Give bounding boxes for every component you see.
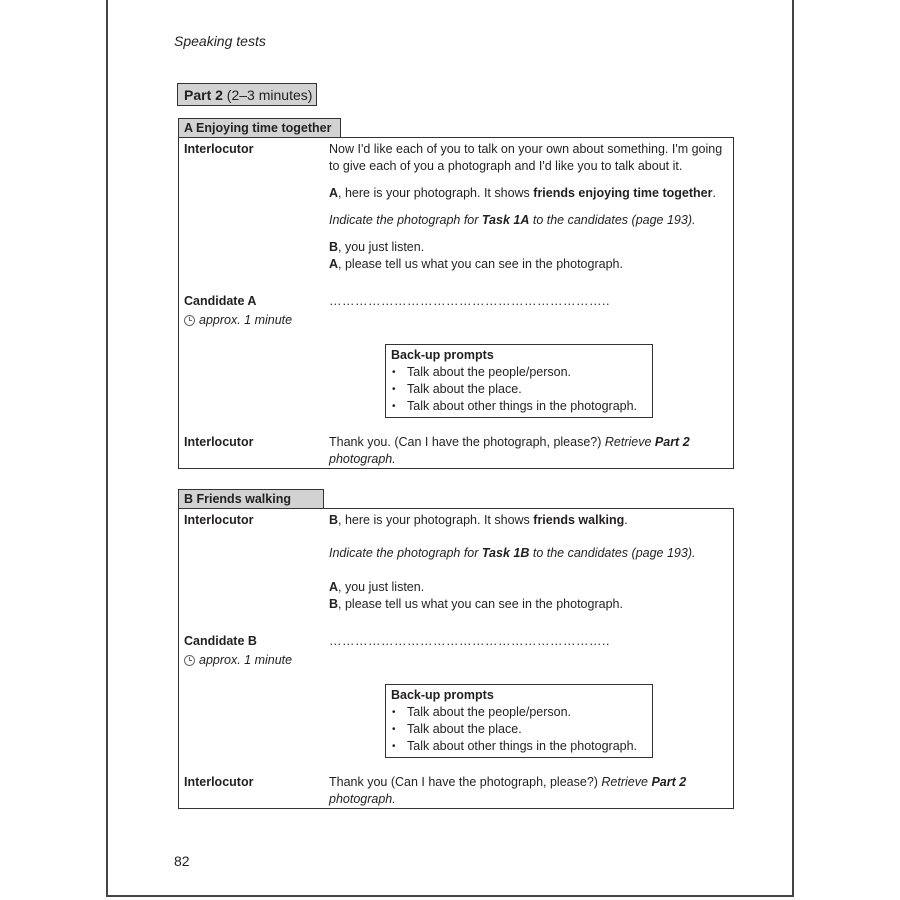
speaker-label: Interlocutor [184, 513, 254, 527]
timing-note: approx. 1 minute [184, 312, 292, 329]
prompt-item: • Talk about other things in the photograph. [391, 738, 647, 755]
interlocutor-speech [329, 512, 728, 613]
instruction: Indicate the photograph for Task 1B to the candidates (page 193). [329, 546, 696, 560]
running-head: Speaking tests [174, 33, 266, 49]
prompts-title: Back-up prompts [391, 688, 494, 702]
timing-note: approx. 1 minute [184, 652, 292, 669]
tell-line: B, please tell us what you can see in the photograph. [329, 597, 623, 611]
closing-speech: Thank you (Can I have the photograph, please?) Retrieve Part 2 photograph. [329, 775, 687, 806]
speaker-label: Interlocutor [184, 775, 254, 789]
part-heading [177, 83, 317, 106]
speaker-label: Interlocutor [184, 435, 254, 449]
instruction: Indicate the photograph for Task 1A to the candidates (page 193). [329, 213, 696, 227]
section-a [178, 137, 734, 469]
section-a-tab: A Enjoying time together [178, 118, 341, 138]
section-b-tab: B Friends walking [178, 489, 324, 509]
backup-prompts [385, 684, 653, 758]
listen-line: A, you just listen. [329, 580, 425, 594]
candidate-label: Candidate A [184, 294, 257, 308]
closing-speech: Thank you. (Can I have the photograph, please?) Retrieve Part 2 photograph. [329, 435, 690, 466]
prompt-item: • Talk about the place. [391, 721, 647, 738]
prompts-title: Back-up prompts [391, 348, 494, 362]
section-b [178, 508, 734, 809]
clock-icon [184, 655, 195, 666]
prompt-item: • Talk about other things in the photograph. [391, 398, 647, 415]
backup-prompts [385, 344, 653, 418]
listen-line: B, you just listen. [329, 240, 425, 254]
intro-text: Now I'd like each of you to talk on your own about something. I'm going to give each of you a photograph and I'd like you to talk about it. [329, 142, 723, 173]
interlocutor-speech [329, 141, 728, 273]
prompt-item: • Talk about the people/person. [391, 704, 647, 721]
part-title: Part 2 [184, 87, 223, 103]
prompt-item: • Talk about the people/person. [391, 364, 647, 381]
photo-line: A, here is your photograph. It shows friends enjoying time together. [329, 186, 716, 200]
part-duration: (2–3 minutes) [222, 87, 313, 103]
page-number: 82 [174, 853, 190, 869]
clock-icon [184, 315, 195, 326]
prompt-item: • Talk about the place. [391, 381, 647, 398]
response-dots: ……………………………………………………….. [329, 294, 610, 308]
response-dots: ……………………………………………………….. [329, 634, 610, 648]
tell-line: A, please tell us what you can see in the photograph. [329, 257, 623, 271]
candidate-label: Candidate B [184, 634, 257, 648]
photo-line: B, here is your photograph. It shows friends walking. [329, 513, 628, 527]
speaker-label: Interlocutor [184, 142, 254, 156]
